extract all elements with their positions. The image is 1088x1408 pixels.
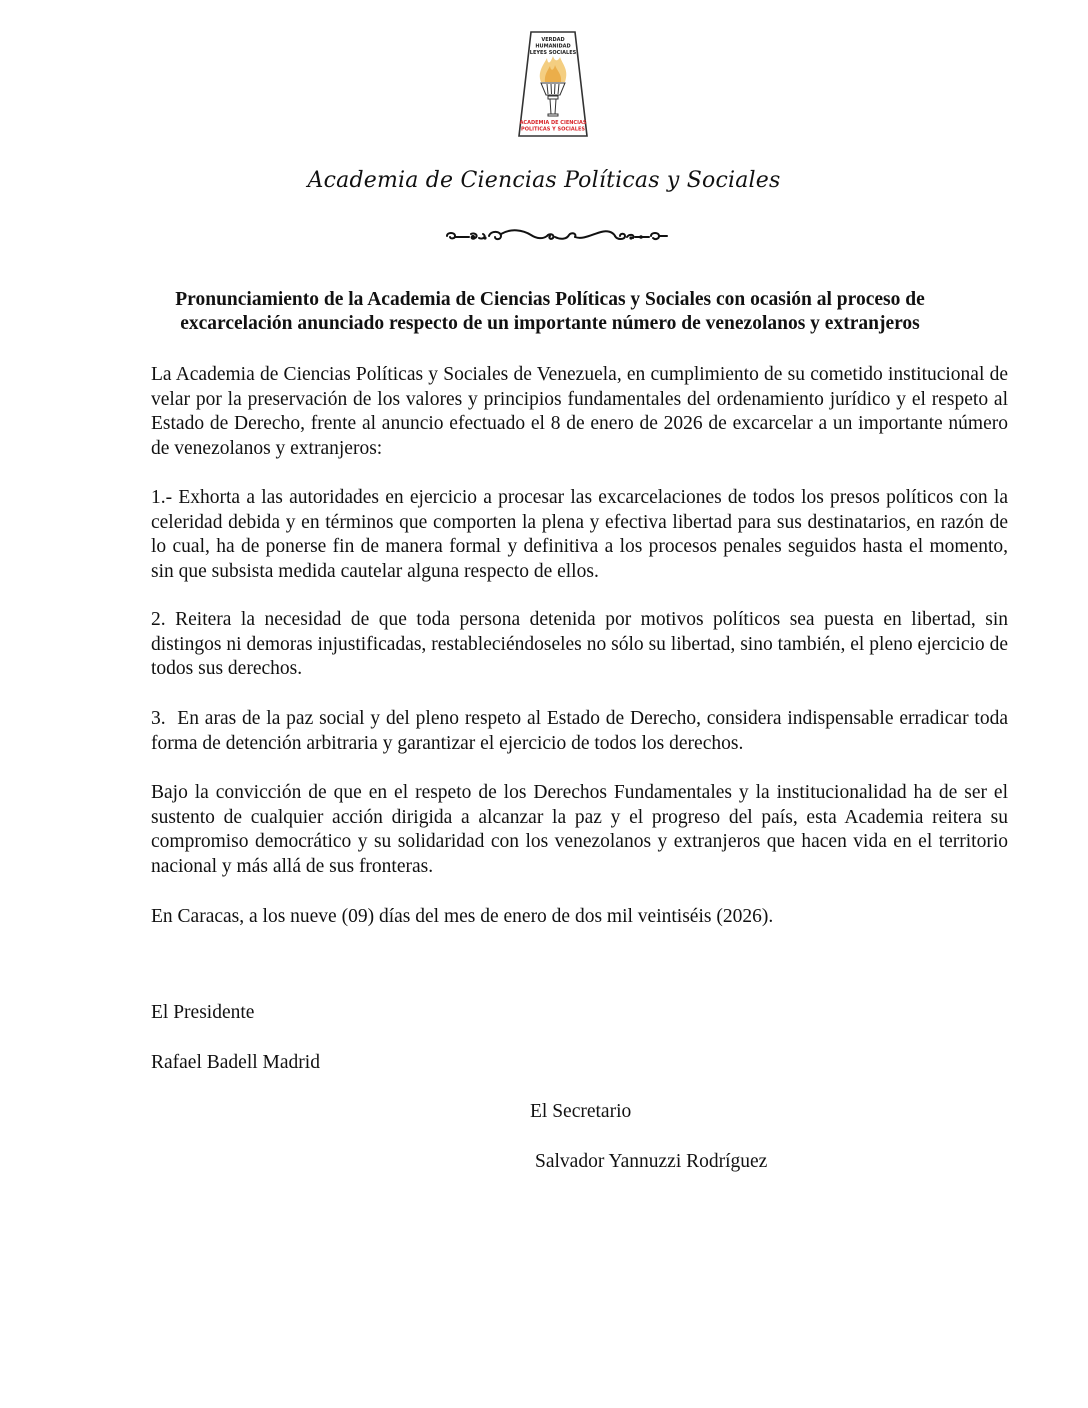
logo-text-leyes: LEYES SOCIALES (529, 50, 577, 56)
secretary-name: Salvador Yannuzzi Rodríguez (535, 1151, 768, 1172)
logo-text-verdad: VERDAD (541, 37, 565, 43)
point-2-paragraph: 2. Reitera la necesidad de que toda persona detenida por motivos políticos sea puesta en libertad, sin distingos ni demoras injustificadas, restableciéndoseles no sólo su libertad, sino también, el pleno ejercicio de todos sus derechos. (151, 609, 1008, 680)
secretary-role: El Secretario (530, 1101, 632, 1122)
president-name: Rafael Badell Madrid (151, 1052, 320, 1073)
president-role: El Presidente (151, 1002, 255, 1023)
logo-text-humanidad: HUMANIDAD (535, 43, 571, 50)
intro-paragraph: La Academia de Ciencias Políticas y Sociales de Venezuela, en cumplimiento de su cometido institucional de velar por la preservación de los valores y principios fundamentales del ordenamiento jurídico y el respeto al Estado de Derecho, frente al anuncio efectuado el 8 de enero de 2026 de excarcelar a un importante número de venezolanos y extranjeros: (151, 364, 1008, 459)
document-title: Pronunciamiento de la Academia de Ciencias Políticas y Sociales con ocasión al proceso de excarcelación anunciado respecto de un importante número de venezolanos y extranjeros (175, 289, 925, 334)
academy-logo-icon (517, 30, 589, 138)
closing-paragraph: Bajo la convicción de que en el respeto de los Derechos Fundamentales y la institucionalidad ha de ser el sustento de cualquier acción dirigida a alcanzar la paz y el progreso del país, esta Academia reitera su compromiso democrático y su solidaridad con los venezolanos y extranjeros que hacen vida en el territorio nacional y más allá de sus fronteras. (151, 782, 1008, 877)
date-line: En Caracas, a los nueve (09) días del mes de enero de dos mil veintiséis (2026). (151, 906, 774, 927)
organization-name: Academia de Ciencias Políticas y Sociales (307, 168, 781, 193)
logo-text-academia: ACADEMIA DE CIENCIAS (519, 120, 587, 126)
point-1-paragraph: 1.- Exhorta a las autoridades en ejercicio a procesar las excarcelaciones de todos los presos políticos con la celeridad debida y en términos que comporten la plena y efectiva libertad para sus destinatarios, en razón de lo cual, ha de ponerse fin de manera formal y definitiva a los procesos penales seguidos hasta el momento, sin que subsista medida cautelar alguna respecto de ellos. (151, 487, 1008, 582)
point-3-paragraph: 3. En aras de la paz social y del pleno respeto al Estado de Derecho, considera indispensable erradicar toda forma de detención arbitraria y garantizar el ejercicio de todos los derechos. (151, 708, 1013, 754)
scroll-divider-icon (443, 226, 673, 246)
logo-text-politicas: POLITICAS Y SOCIALES (521, 126, 585, 133)
